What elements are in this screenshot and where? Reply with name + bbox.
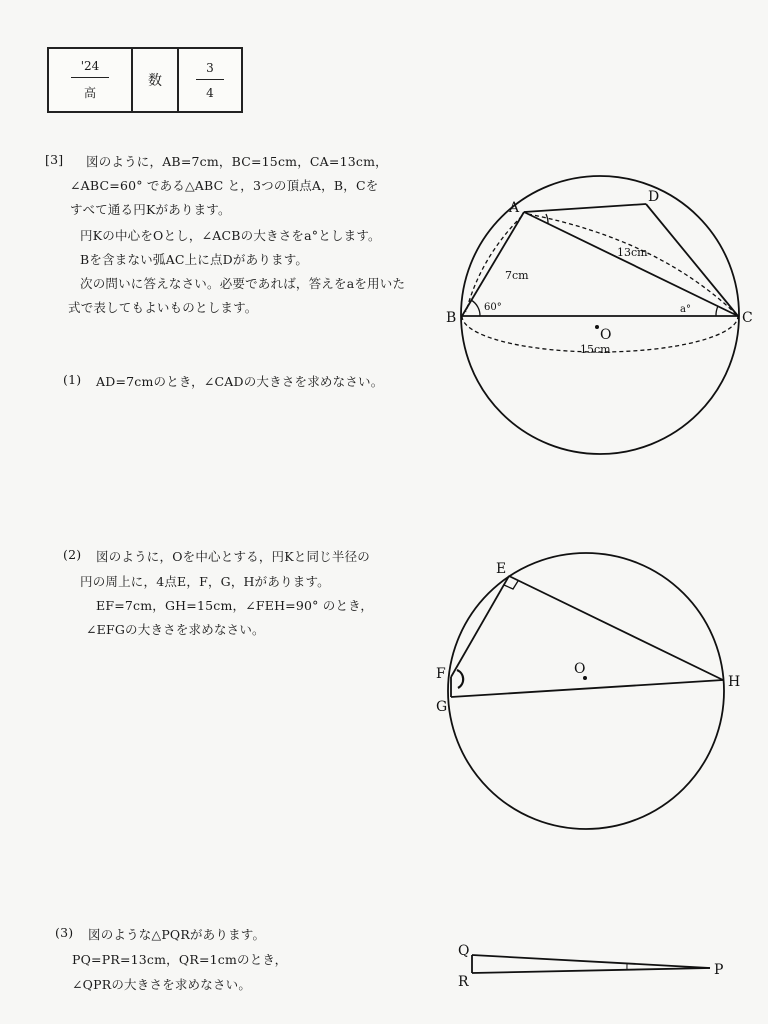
- label-ab-length: 7cm: [505, 269, 529, 282]
- intro-line-5: Bを含まない弧AC上に点Dがあります。: [80, 252, 309, 267]
- q2-line-4: ∠EFGの大きさを求めなさい。: [86, 622, 265, 637]
- q1-text: AD=7cmのとき，∠CADの大きさを求めなさい。: [96, 374, 384, 389]
- q3-line-3: ∠QPRの大きさを求めなさい。: [72, 977, 252, 992]
- label-d: D: [648, 189, 660, 205]
- label-angle-c: a°: [680, 304, 691, 315]
- segment-ac: [524, 212, 738, 316]
- label-ca-length: 13cm: [617, 246, 648, 259]
- center-point-o: [595, 325, 599, 329]
- q2-line-2: 円の周上に，4点E，F，G，Hがあります。: [80, 574, 330, 589]
- label-o2: O: [574, 661, 586, 677]
- circle-k: [461, 176, 739, 454]
- segment-qp: [472, 955, 710, 968]
- q3-line-1: 図のような△PQRがあります。: [88, 927, 266, 942]
- subject-label: 数: [148, 73, 162, 89]
- segment-gh: [451, 680, 723, 697]
- segment-ad: [524, 204, 646, 212]
- q3-line-2: PQ=PR=13cm，QR=1cmのとき，: [72, 952, 288, 967]
- q2-label: (2): [63, 547, 82, 562]
- segment-ef: [451, 576, 509, 677]
- label-f: F: [436, 666, 446, 682]
- label-r: R: [458, 974, 469, 990]
- label-e: E: [496, 561, 507, 577]
- label-o: O: [600, 327, 612, 343]
- label-b: B: [446, 310, 457, 326]
- intro-line-3: すべて通る円Kがあります。: [70, 202, 231, 217]
- intro-line-6: 次の問いに答えなさい。必要であれば，答えをaを用いた: [80, 276, 406, 291]
- q2-line-1: 図のように，Oを中心とする，円Kと同じ半径の: [96, 549, 370, 564]
- figure-3: [458, 943, 723, 990]
- circle-o: [448, 553, 724, 829]
- angle-mark-b: [471, 300, 480, 316]
- level-label: 高: [83, 86, 96, 100]
- angle-mark-f: [457, 670, 463, 688]
- page-number: 3: [196, 61, 224, 80]
- figure-1: [446, 176, 753, 454]
- intro-line-7: 式で表してもよいものとします。: [68, 300, 258, 315]
- segment-rp: [472, 968, 710, 973]
- segment-eh: [509, 576, 723, 680]
- label-p: P: [714, 962, 724, 978]
- label-a: A: [509, 200, 520, 216]
- label-bc-length: 15cm: [580, 343, 611, 356]
- label-q: Q: [458, 943, 470, 959]
- label-h: H: [728, 674, 741, 690]
- year-label: '24: [71, 59, 110, 78]
- figure-2: [436, 553, 740, 829]
- intro-line-2: ∠ABC=60° である△ABC と，3つの頂点A，B，Cを: [70, 178, 379, 193]
- label-angle-b: 60°: [484, 302, 502, 313]
- q1-label: (1): [63, 372, 82, 387]
- intro-line-1: 図のように，AB=7cm，BC=15cm，CA=13cm，: [86, 154, 388, 169]
- label-c: C: [742, 310, 753, 326]
- problem-number: [3]: [45, 152, 64, 167]
- label-g: G: [436, 699, 448, 715]
- page-total: 4: [206, 85, 214, 100]
- q2-line-3: EF=7cm，GH=15cm，∠FEH=90° のとき，: [96, 598, 374, 613]
- intro-line-4: 円Kの中心をOとし，∠ACBの大きさをa°とします。: [80, 228, 381, 243]
- angle-mark-c: [716, 306, 718, 316]
- q3-label: (3): [55, 925, 74, 940]
